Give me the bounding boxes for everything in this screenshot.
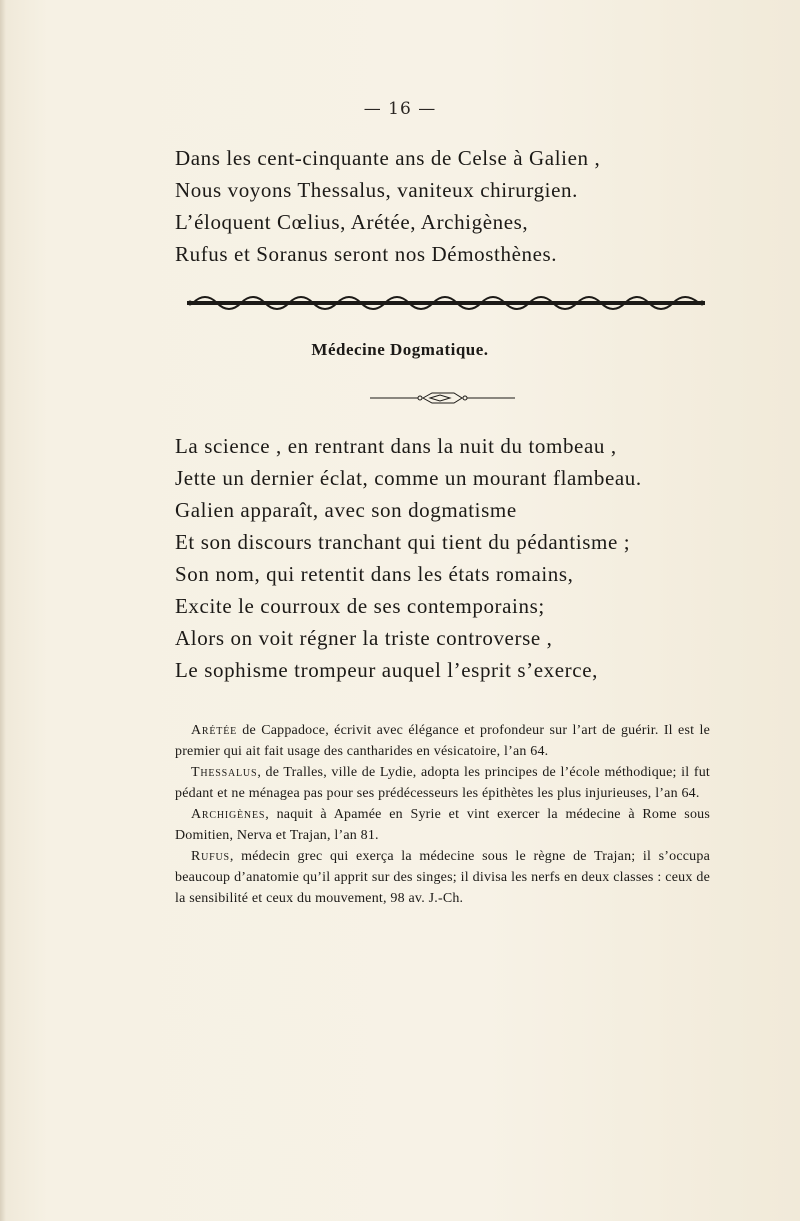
verse-line: Rufus et Soranus seront nos Démosthènes. xyxy=(175,242,558,266)
verse-line: Jette un dernier éclat, comme un mourant flambeau. xyxy=(175,466,642,490)
verse-stanza-1 xyxy=(175,142,735,270)
footnote-name: Archigènes xyxy=(191,807,266,822)
verse-line: Son nom, qui retentit dans les états romains, xyxy=(175,562,574,586)
verse-line: L’éloquent Cœlius, Arétée, Archigènes, xyxy=(175,210,529,234)
footnote xyxy=(175,804,710,846)
section-title: Médecine Dogmatique. xyxy=(311,340,489,359)
footnote-name: Thessalus xyxy=(191,765,258,780)
verse-line: Nous voyons Thessalus, vaniteux chirurgien. xyxy=(175,178,578,202)
page-number: — 16 — xyxy=(363,99,437,119)
verse-stanza-2 xyxy=(175,430,735,686)
footnote xyxy=(175,846,710,909)
small-divider xyxy=(370,391,515,405)
verse-line: Alors on voit régner la triste controverse , xyxy=(175,626,553,650)
verse-line: Dans les cent-cinquante ans de Celse à Galien , xyxy=(175,146,601,170)
footnote-text: de Cappadoce, écrivit avec élégance et profondeur sur l’art de guérir. Il est le premier qui ait fait usage des cantharides en vésicatoire, l’an 64. xyxy=(175,723,710,759)
footnotes xyxy=(175,720,710,909)
footnote xyxy=(175,720,710,762)
page-edge-shadow xyxy=(0,0,6,1221)
footnote-text: , médecin grec qui exerça la médecine sous le règne de Trajan; il s’occupa beaucoup d’anatomie qu’il apprit sur des singes; il divisa les nerfs en deux classes : ceux de la sensibilité et ceux du mouvement, 98 av. J.-Ch. xyxy=(175,849,710,906)
verse-line: Excite le courroux de ses contemporains; xyxy=(175,594,545,618)
footnote xyxy=(175,762,710,804)
verse-line: Galien apparaît, avec son dogmatisme xyxy=(175,498,517,522)
footnote-text: , de Tralles, ville de Lydie, adopta les principes de l’école méthodique; il fut pédant et ne ménagea pas pour ses prédécesseurs les épithètes les plus injurieuses, l’an 64. xyxy=(175,765,710,801)
verse-line: Le sophisme trompeur auquel l’esprit s’exerce, xyxy=(175,658,598,682)
footnote-name: Rufus xyxy=(191,849,230,864)
footnote-name: Arétée xyxy=(191,723,238,738)
ornamental-divider xyxy=(187,294,705,312)
footnote-text: , naquit à Apamée en Syrie et vint exercer la médecine à Rome sous Domitien, Nerva et Trajan, l’an 81. xyxy=(175,807,710,843)
verse-line: Et son discours tranchant qui tient du pédantisme ; xyxy=(175,530,631,554)
verse-line: La science , en rentrant dans la nuit du tombeau , xyxy=(175,434,617,458)
